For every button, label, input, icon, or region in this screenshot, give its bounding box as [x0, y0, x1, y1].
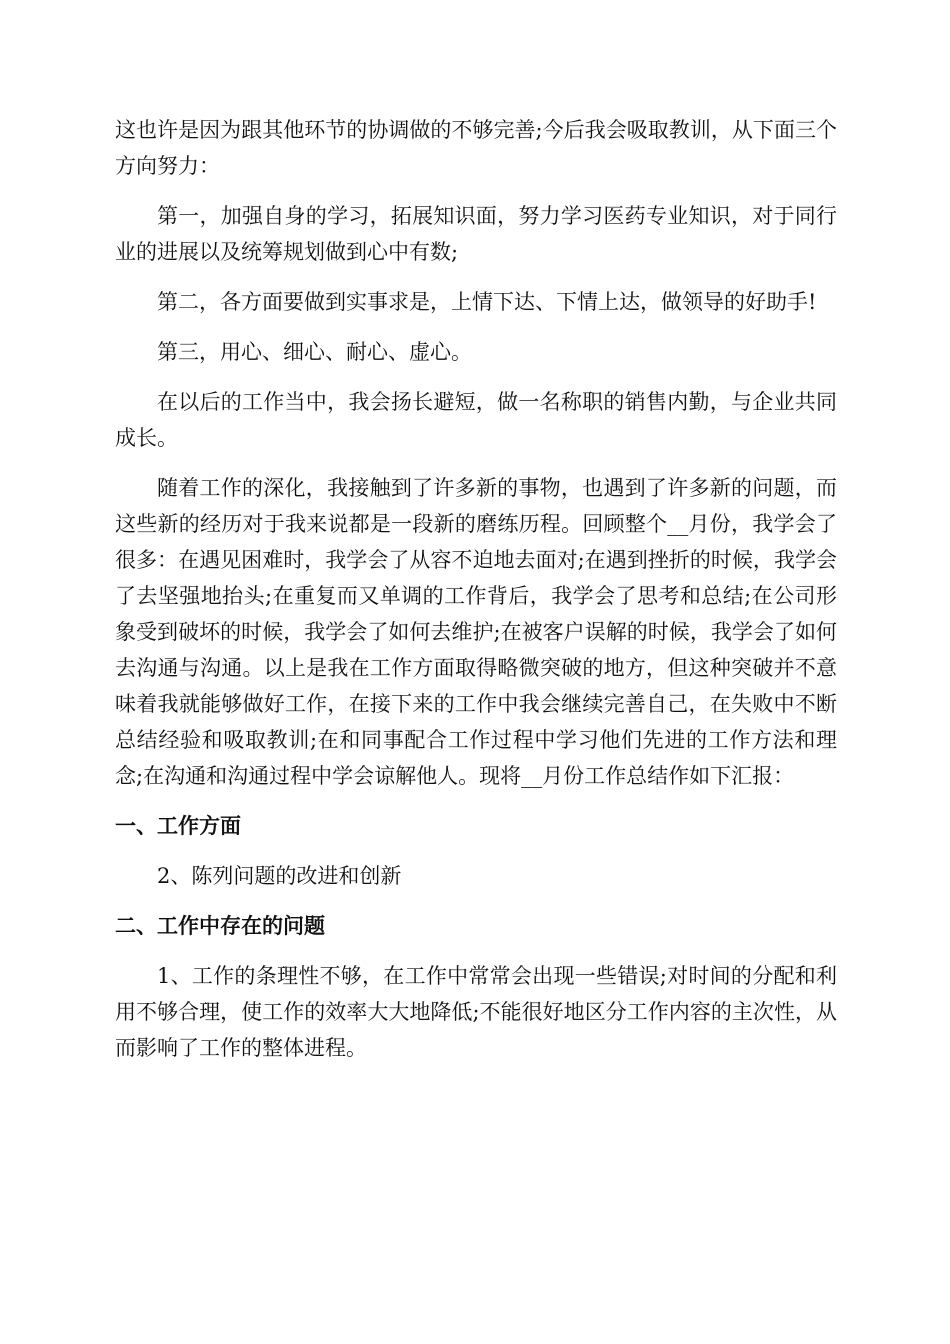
paragraph-8: 1、工作的条理性不够，在工作中常常会出现一些错误;对时间的分配和利用不够合理，使工作的效率大大地降低;不能很好地区分工作内容的主次性，从而影响了工作的整体进程。: [115, 964, 837, 1060]
paragraph-7: 2、陈列问题的改进和创新: [157, 864, 402, 888]
paragraph-6: 随着工作的深化，我接触到了许多新的事物，也遇到了许多新的问题，而这些新的经历对于我来说都是一段新的磨练历程。回顾整个__月份，我学会了很多：在遇见困难时，我学会了从容不迫地去面对;在遇到挫折的时候，我学会了去坚强地抬头;在重复而又单调的工作背后，我学会了思考和总结;在公司形象受到破坏的时候，我学会了如何去维护;在被客户误解的时候，我学会了如何去沟通与沟通。以上是我在工作方面取得略微突破的地方，但这种突破并不意味着我就能够做好工作，在接下来的工作中我会继续完善自己，在失败中不断总结经验和吸取教训;在和同事配合工作过程中学习他们先进的工作方法和理念;在沟通和沟通过程中学会谅解他人。现将__月份工作总结作如下汇报：: [115, 476, 837, 788]
document-body: [115, 112, 837, 1080]
paragraph-1: 这也许是因为跟其他环节的协调做的不够完善;今后我会吸取教训，从下面三个方向努力：: [115, 118, 837, 178]
section-heading-problems: 二、工作中存在的问题: [115, 914, 325, 938]
paragraph-2: 第一，加强自身的学习，拓展知识面，努力学习医药专业知识，对于同行业的进展以及统筹规划做到心中有数;: [115, 204, 837, 264]
paragraph-3: 第二，各方面要做到实事求是，上情下达、下情上达，做领导的好助手!: [157, 290, 817, 314]
paragraph-4: 第三，用心、细心、耐心、虚心。: [157, 340, 472, 364]
section-heading-work: 一、工作方面: [115, 814, 241, 838]
paragraph-5: 在以后的工作当中，我会扬长避短，做一名称职的销售内勤，与企业共同成长。: [115, 390, 837, 450]
